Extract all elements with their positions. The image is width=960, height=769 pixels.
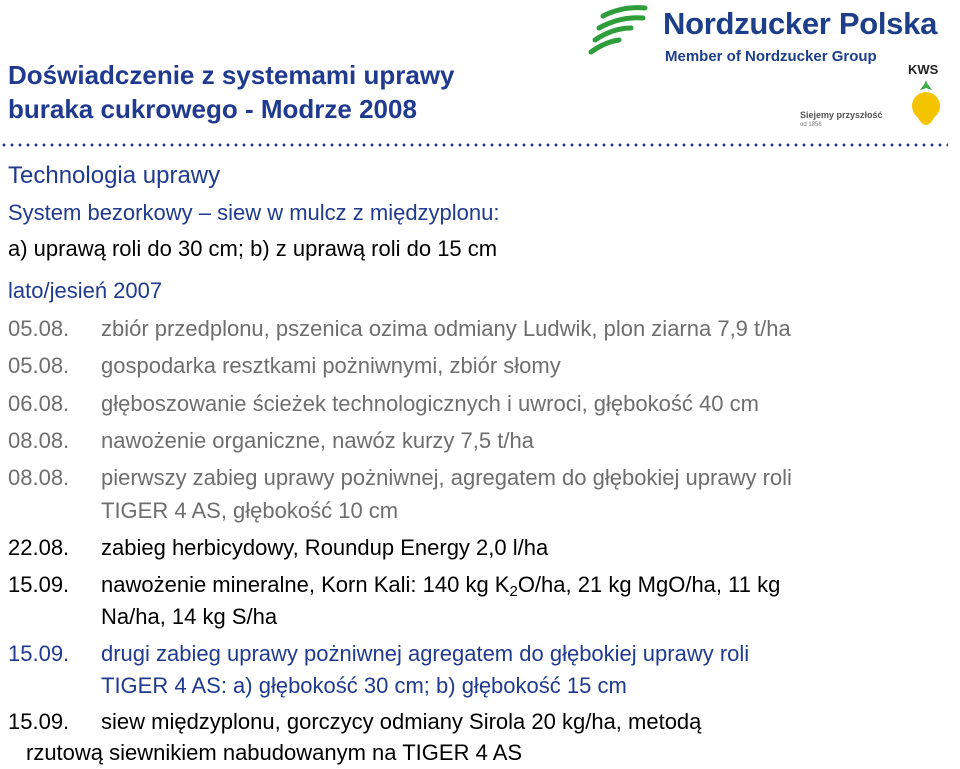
sugar-beet-icon: [902, 78, 950, 136]
entry-date: 05.08.: [8, 316, 70, 341]
entry-date: 05.08.: [8, 353, 70, 378]
entry-date: 15.09.: [8, 572, 70, 597]
title-line-1: Doświadczenie z systemami uprawy: [8, 60, 455, 90]
entry-date: 15.09.: [8, 709, 70, 734]
logo-subtitle: Member of Nordzucker Group: [665, 48, 877, 65]
title-line-2: buraka cukrowego - Modrze 2008: [8, 94, 417, 124]
entry-text: zabieg herbicydowy, Roundup Energy 2,0 l/ha: [101, 535, 549, 560]
kws-name: KWS: [908, 62, 939, 77]
entry-text: siew międzyplonu, gorczycy odmiany Sirola 20 kg/ha, metodą: [101, 709, 702, 734]
season-label: lato/jesień 2007: [8, 278, 163, 303]
entry-text-continued: TIGER 4 AS: a) głębokość 30 cm; b) głębokość 15 cm: [101, 673, 627, 698]
system-description: System bezorkowy – siew w mulcz z międzyplonu:: [8, 200, 500, 225]
entry-date: 15.09.: [8, 641, 70, 666]
entry-date: 08.08.: [8, 428, 70, 453]
entry-text-pre: nawożenie mineralne, Korn Kali: 140 kg K: [101, 572, 510, 597]
dotted-divider: [0, 143, 948, 147]
system-variants: a) uprawą roli do 30 cm; b) z uprawą roli do 15 cm: [8, 236, 498, 261]
entry-text: gospodarka resztkami pożniwnymi, zbiór słomy: [101, 353, 561, 378]
entry-text: [101, 572, 780, 605]
entry-date: 08.08.: [8, 465, 70, 490]
logo-name: Nordzucker Polska: [663, 6, 938, 41]
entry-text: drugi zabieg uprawy pożniwnej agregatem do głębokiej uprawy roli: [101, 641, 750, 666]
kws-since: od 1856: [800, 122, 822, 128]
leaf-swoosh-icon: [583, 4, 659, 62]
page-title: [8, 58, 455, 126]
kws-logo: [902, 62, 950, 134]
entry-text: pierwszy zabieg uprawy pożniwnej, agregatem do głębokiej uprawy roli: [101, 465, 792, 490]
entry-text: nawożenie organiczne, nawóz kurzy 7,5 t/ha: [101, 428, 534, 453]
entry-text: zbiór przedplonu, pszenica ozima odmiany Ludwik, plon ziarna 7,9 t/ha: [101, 316, 791, 341]
entry-text-continued: TIGER 4 AS, głębokość 10 cm: [101, 498, 399, 523]
entry-text-continued: rzutową siewnikiem nabudowanym na TIGER 4 AS: [26, 740, 523, 765]
kws-tagline: Siejemy przyszłość: [800, 110, 883, 120]
entry-date: 22.08.: [8, 535, 70, 560]
subscript: 2: [509, 583, 518, 600]
entry-text: głęboszowanie ścieżek technologicznych i uwroci, głębokość 40 cm: [101, 391, 759, 416]
entry-text-continued: Na/ha, 14 kg S/ha: [101, 604, 278, 629]
entry-text-post: O/ha, 21 kg MgO/ha, 11 kg: [517, 572, 781, 597]
nordzucker-logo: [583, 4, 938, 68]
section-heading: Technologia uprawy: [8, 162, 221, 189]
entry-date: 06.08.: [8, 391, 70, 416]
